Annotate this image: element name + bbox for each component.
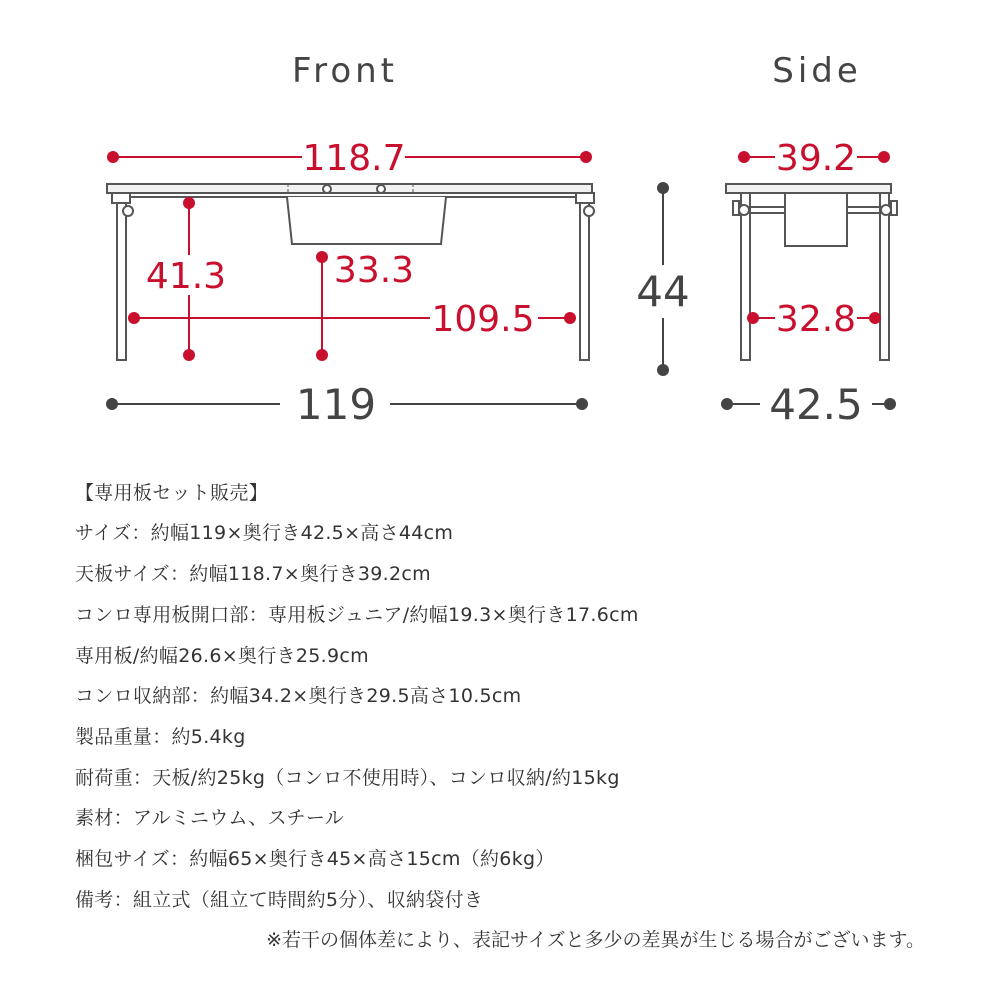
spec-line-board: 専用板/約幅26.6×奥行き25.9cm — [75, 645, 369, 667]
front-top-width-label: 118.7 — [302, 138, 406, 179]
front-top-width-dimension — [107, 138, 592, 179]
side-view-title: Side — [772, 51, 862, 91]
side-top-depth-dimension — [738, 138, 890, 179]
front-clearance-label: 41.3 — [145, 256, 227, 297]
spec-line-opening: コンロ専用板開口部：専用板ジュニア/約幅19.3×奥行き17.6cm — [75, 604, 639, 626]
side-overall-depth-label: 42.5 — [769, 380, 863, 429]
front-storage-label: 33.3 — [333, 250, 415, 291]
front-view-title: Front — [292, 51, 398, 91]
spec-line-package: 梱包サイズ：約幅65×奥行き45×高さ15cm（約6kg） — [75, 848, 555, 870]
overall-height-dimension — [636, 182, 689, 376]
front-overall-width-dimension — [106, 380, 588, 429]
side-inner-depth-label: 32.8 — [775, 299, 857, 340]
spec-heading: 【専用板セット販売】 — [75, 482, 269, 504]
side-top-depth-label: 39.2 — [775, 138, 857, 179]
spec-line-tabletop: 天板サイズ：約幅118.7×奥行き39.2cm — [75, 563, 431, 585]
spec-line-size: サイズ：約幅119×奥行き42.5×高さ44cm — [75, 522, 454, 544]
spec-line-load: 耐荷重：天板/約25kg（コンロ不使用時）、コンロ収納/約15kg — [75, 767, 620, 789]
side-overall-depth-dimension — [721, 380, 896, 429]
front-clearance-dimension — [145, 197, 227, 361]
front-inner-width-dimension — [128, 299, 576, 340]
spec-disclaimer: ※若干の個体差により、表記サイズと多少の差異が生じる場合がございます。 — [266, 929, 925, 951]
spec-line-material: 素材：アルミニウム、スチール — [75, 807, 345, 829]
spec-line-notes: 備考：組立式（組立て時間約5分）、収納袋付き — [75, 889, 484, 911]
side-inner-depth-dimension — [747, 299, 881, 340]
spec-line-storage: コンロ収納部：約幅34.2×奥行き29.5高さ10.5cm — [75, 685, 522, 707]
spec-line-weight: 製品重量：約5.4kg — [75, 726, 246, 748]
front-storage-dimension — [316, 250, 414, 361]
front-inner-width-label: 109.5 — [431, 299, 535, 340]
dimension-diagram — [0, 0, 1000, 460]
front-overall-width-label: 119 — [295, 380, 377, 429]
overall-height-label: 44 — [636, 267, 690, 316]
